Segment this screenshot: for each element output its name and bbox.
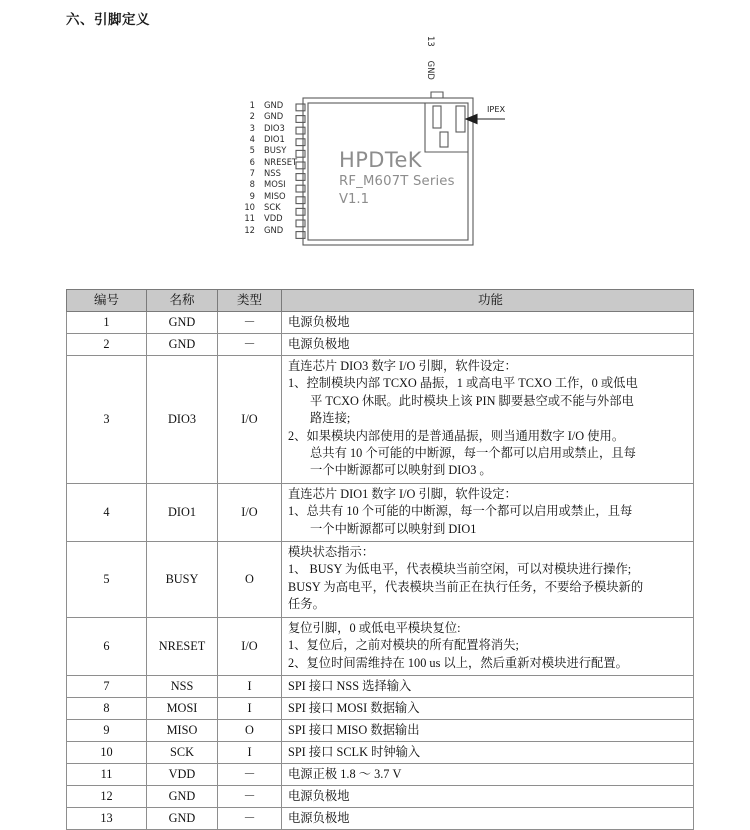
- cell-pin-number: 9: [67, 719, 147, 741]
- cell-pin-name: VDD: [147, 763, 218, 785]
- table-row: [67, 763, 694, 785]
- col-header-name: 名称: [147, 290, 218, 312]
- cell-pin-name: GND: [147, 334, 218, 356]
- cell-pin-type: I/O: [218, 617, 282, 675]
- table-row: [67, 617, 694, 675]
- col-header-type: 类型: [218, 290, 282, 312]
- function-text-line: 1、 BUSY 为低电平，代表模块当前空闲，可以对模块进行操作;: [288, 562, 632, 577]
- pin-label-item: [238, 157, 314, 168]
- cell-pin-function: [282, 542, 694, 618]
- pin-number: 8: [249, 179, 255, 190]
- pin-number: 2: [249, 111, 255, 122]
- pin-number: 10: [244, 202, 255, 213]
- cell-pin-number: 6: [67, 617, 147, 675]
- cell-pin-type: I: [218, 697, 282, 719]
- brand-series: RF_M607T Series: [339, 174, 455, 189]
- function-text-line: 总共有 10 个可能的中断源，每一个都可以启用或禁止，且每: [310, 446, 636, 461]
- cell-pin-type: O: [218, 542, 282, 618]
- pin-name: GND: [264, 111, 284, 122]
- cell-pin-name: DIO1: [147, 483, 218, 541]
- cell-pin-number: 11: [67, 763, 147, 785]
- function-text-line: 任务。: [288, 597, 325, 612]
- cell-pin-function: SPI 接口 NSS 选择输入: [282, 675, 694, 697]
- pin-label-item: [238, 111, 314, 122]
- cell-pin-type: －: [218, 763, 282, 785]
- cell-pin-function: 电源负极地: [282, 785, 694, 807]
- pin-name: BUSY: [264, 145, 287, 156]
- table-row: [67, 356, 694, 484]
- table-row: [67, 483, 694, 541]
- cell-pin-function: [282, 483, 694, 541]
- cell-pin-name: BUSY: [147, 542, 218, 618]
- table-row: [67, 312, 694, 334]
- cell-pin-function: SPI 接口 MISO 数据输出: [282, 719, 694, 741]
- pin-number: 11: [244, 213, 255, 224]
- pin-name: MISO: [264, 190, 286, 201]
- cell-pin-function: [282, 617, 694, 675]
- top-pin-name: GND: [426, 60, 436, 80]
- pin-number: 7: [249, 168, 255, 179]
- function-text-line: 复位引脚，0 或低电平模块复位:: [288, 620, 461, 635]
- page-title: 六、引脚定义: [66, 12, 150, 28]
- function-text-block: [282, 356, 693, 483]
- cell-pin-number: 4: [67, 483, 147, 541]
- cell-pin-type: I/O: [218, 356, 282, 484]
- brand-version: V1.1: [339, 192, 369, 207]
- cell-pin-name: GND: [147, 312, 218, 334]
- cell-pin-name: NSS: [147, 675, 218, 697]
- top-pin-number: 13: [426, 36, 436, 47]
- cell-pin-function: 电源负极地: [282, 312, 694, 334]
- function-text-line: 一个中断源都可以映射到 DIO1: [310, 521, 477, 536]
- table-row: [67, 542, 694, 618]
- function-text-line: 1、复位后，之前对模块的所有配置将消失;: [288, 638, 519, 653]
- cell-pin-number: 12: [67, 785, 147, 807]
- function-text-line: 直连芯片 DIO3 数字 I/O 引脚，软件设定：: [288, 359, 517, 373]
- cell-pin-number: 1: [67, 312, 147, 334]
- cell-pin-number: 2: [67, 334, 147, 356]
- pin-number: 1: [249, 100, 255, 110]
- pin-definition-table-container: [66, 289, 683, 830]
- cell-pin-type: －: [218, 785, 282, 807]
- brand-name: HPDTeK: [339, 148, 422, 172]
- col-header-number: 编号: [67, 290, 147, 312]
- cell-pin-type: －: [218, 334, 282, 356]
- pin-label-list: [238, 100, 314, 236]
- pin-label-item: [238, 134, 314, 145]
- cell-pin-function: 电源正极 1.8 ～ 3.7 V: [282, 763, 694, 785]
- function-text-line: 一个中断源都可以映射到 DIO3 。: [310, 463, 492, 478]
- cell-pin-function: [282, 356, 694, 484]
- function-text-line: 1、控制模块内部 TCXO 晶振，1 或高电平 TCXO 工作，0 或低电: [288, 376, 638, 391]
- table-row: [67, 807, 694, 829]
- function-text-line: 2、如果模块内部使用的是普通晶振，则当通用数字 I/O 使用。: [288, 428, 625, 443]
- pin-name: NSS: [264, 168, 281, 179]
- cell-pin-number: 5: [67, 542, 147, 618]
- pin-name: NRESET: [264, 156, 298, 167]
- cell-pin-number: 3: [67, 356, 147, 484]
- function-text-line: 1、总共有 10 个可能的中断源，每一个都可以启用或禁止，且每: [288, 504, 633, 519]
- cell-pin-function: SPI 接口 MOSI 数据输入: [282, 697, 694, 719]
- pin-name: GND: [264, 100, 284, 110]
- cell-pin-type: －: [218, 807, 282, 829]
- pin-number: 4: [249, 134, 255, 145]
- function-text-block: [282, 618, 693, 675]
- pin-label-item: [238, 225, 314, 236]
- function-text-line: 平 TCXO 休眠。此时模块上该 PIN 脚要悬空或不能与外部电: [310, 393, 634, 408]
- table-row: [67, 741, 694, 763]
- pin-number: 6: [249, 156, 255, 167]
- cell-pin-name: NRESET: [147, 617, 218, 675]
- pin-number: 5: [249, 145, 255, 156]
- function-text-block: [282, 542, 693, 617]
- table-row: [67, 785, 694, 807]
- pin-label-item: [238, 168, 314, 179]
- top-pin-label: [425, 36, 436, 80]
- cell-pin-name: SCK: [147, 741, 218, 763]
- cell-pin-number: 8: [67, 697, 147, 719]
- table-header-row: [67, 290, 694, 312]
- cell-pin-type: I: [218, 675, 282, 697]
- cell-pin-function: 电源负极地: [282, 807, 694, 829]
- cell-pin-number: 13: [67, 807, 147, 829]
- pin-name: SCK: [264, 202, 281, 213]
- pin-label-item: [238, 145, 314, 156]
- pin-definition-table: [66, 289, 694, 830]
- table-row: [67, 697, 694, 719]
- table-row: [67, 334, 694, 356]
- function-text-line: 2、复位时间需维持在 100 us 以上，然后重新对模块进行配置。: [288, 655, 628, 670]
- cell-pin-name: DIO3: [147, 356, 218, 484]
- ipex-connector-label: IPEX: [487, 104, 506, 114]
- function-text-line: 模块状态指示：: [288, 545, 375, 560]
- table-row: [67, 719, 694, 741]
- cell-pin-name: GND: [147, 785, 218, 807]
- pin-label-item: [238, 179, 314, 190]
- function-text-line: 路连接;: [310, 411, 351, 426]
- cell-pin-name: GND: [147, 807, 218, 829]
- cell-pin-type: －: [218, 312, 282, 334]
- cell-pin-name: MOSI: [147, 697, 218, 719]
- table-row: [67, 675, 694, 697]
- pin-name: DIO1: [264, 134, 285, 145]
- cell-pin-number: 10: [67, 741, 147, 763]
- pin-table-body: [67, 312, 694, 830]
- pin-name: MOSI: [264, 179, 286, 190]
- cell-pin-number: 7: [67, 675, 147, 697]
- pin-label-item: [238, 213, 314, 224]
- function-text-line: 直连芯片 DIO1 数字 I/O 引脚，软件设定：: [288, 486, 517, 501]
- col-header-function: 功能: [282, 290, 694, 312]
- pin-number: 9: [249, 190, 255, 201]
- pin-name: GND: [264, 224, 284, 235]
- function-text-block: [282, 484, 693, 541]
- pin-label-item: [238, 123, 314, 134]
- module-silkscreen: [339, 148, 455, 209]
- pin-label-item: [238, 202, 314, 213]
- cell-pin-name: MISO: [147, 719, 218, 741]
- pin-number: 12: [244, 224, 255, 235]
- cell-pin-function: SPI 接口 SCLK 时钟输入: [282, 741, 694, 763]
- cell-pin-function: 电源负极地: [282, 334, 694, 356]
- pin-label-item: [238, 191, 314, 202]
- function-text-line: BUSY 为高电平，代表模块当前正在执行任务，不要给予模块新的: [288, 579, 644, 594]
- pin-name: DIO3: [264, 122, 285, 133]
- cell-pin-type: I: [218, 741, 282, 763]
- cell-pin-type: O: [218, 719, 282, 741]
- pin-name: VDD: [264, 213, 283, 224]
- pin-label-item: [238, 100, 314, 111]
- cell-pin-type: I/O: [218, 483, 282, 541]
- pin-number: 3: [249, 122, 255, 133]
